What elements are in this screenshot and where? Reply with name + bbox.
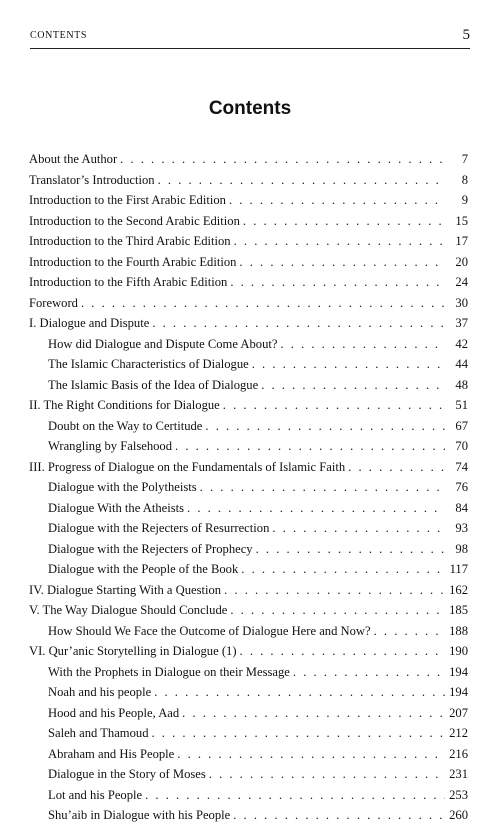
toc-entry-page: 44 bbox=[455, 357, 468, 371]
toc-entry bbox=[29, 498, 468, 519]
toc-entry-page: 216 bbox=[449, 746, 468, 761]
toc-entry-title: Introduction to the Fifth Arabic Edition bbox=[29, 275, 228, 289]
dot-leader bbox=[177, 744, 445, 765]
toc-entry bbox=[29, 764, 468, 785]
toc-entry-title: With the Prophets in Dialogue on their Message bbox=[48, 664, 290, 679]
toc-entry-title: Hood and his People, Aad bbox=[48, 705, 180, 720]
dot-leader bbox=[256, 539, 445, 560]
toc-entry-page: 185 bbox=[449, 603, 468, 617]
toc-entry bbox=[29, 539, 468, 560]
toc-entry-page: 74 bbox=[455, 459, 468, 474]
toc-entry-title: Abraham and His People bbox=[48, 746, 175, 761]
toc-entry-title: The Islamic Basis of the Idea of Dialogue bbox=[48, 377, 259, 392]
toc-entry-page: 48 bbox=[455, 377, 468, 392]
toc-entry-page: 67 bbox=[455, 418, 468, 433]
running-head-title: CONTENTS bbox=[30, 30, 88, 41]
toc-entry-page: 30 bbox=[455, 295, 468, 310]
toc-entry-page: 70 bbox=[455, 439, 468, 453]
toc-entry-title: About the Author bbox=[29, 152, 118, 166]
toc-entry-page: 42 bbox=[455, 336, 468, 351]
toc-entry bbox=[29, 805, 468, 826]
toc-entry bbox=[29, 559, 468, 580]
toc-entry-title: Noah and his people bbox=[48, 685, 152, 699]
dot-leader bbox=[230, 600, 445, 621]
toc-entry-title: Lot and his People bbox=[48, 787, 143, 802]
toc-entry bbox=[29, 375, 468, 396]
toc-entry bbox=[29, 436, 468, 457]
toc-entry-page: 260 bbox=[449, 808, 468, 822]
dot-leader bbox=[158, 170, 445, 191]
dot-leader bbox=[272, 518, 445, 539]
toc-entry-title: How did Dialogue and Dispute Come About? bbox=[48, 336, 278, 351]
toc-entry bbox=[29, 621, 468, 642]
toc-entry-title: Introduction to the Third Arabic Edition bbox=[29, 234, 231, 248]
dot-leader bbox=[233, 805, 445, 826]
dot-leader bbox=[374, 621, 445, 642]
toc-entry bbox=[29, 416, 468, 437]
toc-entry-page: 7 bbox=[461, 152, 468, 166]
toc-entry-page: 194 bbox=[449, 664, 468, 679]
dot-leader bbox=[348, 457, 445, 478]
toc-entry bbox=[29, 580, 468, 601]
toc-entry bbox=[29, 313, 468, 334]
toc-entry-title: Introduction to the Fourth Arabic Edition bbox=[29, 254, 237, 269]
toc-entry-title: Dialogue with the People of the Book bbox=[48, 562, 239, 576]
dot-leader bbox=[240, 641, 445, 662]
dot-leader bbox=[261, 375, 445, 396]
toc-entry bbox=[29, 662, 468, 683]
toc-entry-page: 188 bbox=[449, 623, 468, 638]
dot-leader bbox=[252, 354, 445, 375]
toc-entry-title: Wrangling by Falsehood bbox=[48, 439, 173, 453]
toc-entry-page: 98 bbox=[455, 541, 468, 556]
toc-entry-page: 84 bbox=[455, 500, 468, 515]
toc-entry bbox=[29, 744, 468, 765]
dot-leader bbox=[241, 559, 445, 580]
contents-heading: Contents bbox=[208, 98, 292, 119]
toc-entry-page: 37 bbox=[455, 316, 468, 330]
dot-leader bbox=[152, 313, 445, 334]
dot-leader bbox=[200, 477, 445, 498]
toc-entry bbox=[29, 252, 468, 273]
toc-entry-title: VI. Qur’anic Storytelling in Dialogue (1) bbox=[29, 644, 237, 658]
toc-entry bbox=[29, 334, 468, 355]
toc-entry-page: 17 bbox=[455, 234, 468, 248]
toc-entry bbox=[29, 149, 468, 170]
toc-entry-title: V. The Way Dialogue Should Conclude bbox=[29, 603, 228, 617]
dot-leader bbox=[182, 703, 445, 724]
toc-entry-title: Dialogue with the Polytheists bbox=[48, 480, 197, 494]
dot-leader bbox=[205, 416, 445, 437]
toc-entry-title: Foreword bbox=[29, 295, 78, 310]
toc-entry-page: 190 bbox=[449, 644, 468, 658]
toc-entry-title: Introduction to the First Arabic Edition bbox=[29, 193, 226, 207]
page-number: 5 bbox=[462, 27, 470, 43]
toc-entry bbox=[29, 231, 468, 252]
toc-entry bbox=[29, 723, 468, 744]
toc-entry bbox=[29, 600, 468, 621]
toc-entry-title: Shu’aib in Dialogue with his People bbox=[48, 808, 231, 822]
running-head bbox=[30, 27, 470, 49]
dot-leader bbox=[187, 498, 445, 519]
toc-entry-title: Introduction to the Second Arabic Edition bbox=[29, 213, 240, 228]
toc-entry-page: 93 bbox=[455, 521, 468, 535]
toc-entry-page: 24 bbox=[455, 275, 468, 289]
toc-entry-page: 51 bbox=[455, 398, 468, 412]
dot-leader bbox=[145, 785, 445, 806]
toc-entry-title: II. The Right Conditions for Dialogue bbox=[29, 398, 220, 412]
dot-leader bbox=[293, 662, 445, 683]
dot-leader bbox=[209, 764, 445, 785]
toc-entry bbox=[29, 641, 468, 662]
toc-entry-page: 253 bbox=[449, 787, 468, 802]
toc-entry-title: How Should We Face the Outcome of Dialogue Here and Now? bbox=[48, 623, 371, 638]
toc-entry-title: Dialogue with the Rejecters of Prophecy bbox=[48, 541, 253, 556]
toc-entry-title: III. Progress of Dialogue on the Fundamentals of Islamic Faith bbox=[29, 459, 346, 474]
toc-entry bbox=[29, 477, 468, 498]
toc-entry-page: 117 bbox=[449, 562, 468, 576]
toc-entry bbox=[29, 272, 468, 293]
toc-entry bbox=[29, 211, 468, 232]
dot-leader bbox=[152, 723, 446, 744]
toc-entry bbox=[29, 682, 468, 703]
toc-entry bbox=[29, 190, 468, 211]
dot-leader bbox=[239, 252, 445, 273]
toc-entry-page: 8 bbox=[461, 172, 468, 187]
toc-entry-title: The Islamic Characteristics of Dialogue bbox=[48, 357, 249, 371]
toc-entry bbox=[29, 170, 468, 191]
toc-entry bbox=[29, 785, 468, 806]
dot-leader bbox=[154, 682, 445, 703]
toc-entry-page: 231 bbox=[449, 767, 468, 781]
toc-entry-page: 76 bbox=[455, 480, 468, 494]
toc-entry bbox=[29, 518, 468, 539]
toc-entry-title: I. Dialogue and Dispute bbox=[29, 316, 150, 330]
toc-entry-title: Translator’s Introduction bbox=[29, 172, 155, 187]
toc-entry bbox=[29, 703, 468, 724]
toc-entry-page: 9 bbox=[461, 193, 468, 207]
dot-leader bbox=[120, 149, 445, 170]
dot-leader bbox=[81, 293, 445, 314]
toc-entry-page: 212 bbox=[449, 726, 468, 740]
toc-entry bbox=[29, 354, 468, 375]
toc-entry-page: 162 bbox=[449, 582, 468, 597]
toc-entry-page: 20 bbox=[455, 254, 468, 269]
dot-leader bbox=[280, 334, 445, 355]
toc-entry bbox=[29, 293, 468, 314]
toc-entry bbox=[29, 395, 468, 416]
dot-leader bbox=[230, 272, 445, 293]
table-of-contents bbox=[29, 149, 468, 826]
dot-leader bbox=[224, 580, 445, 601]
toc-entry-title: Saleh and Thamoud bbox=[48, 726, 149, 740]
toc-entry-page: 207 bbox=[449, 705, 468, 720]
toc-entry-title: IV. Dialogue Starting With a Question bbox=[29, 582, 222, 597]
toc-entry-title: Doubt on the Way to Certitude bbox=[48, 418, 203, 433]
toc-entry-page: 194 bbox=[449, 685, 468, 699]
toc-entry-title: Dialogue with the Rejecters of Resurrection bbox=[48, 521, 270, 535]
toc-entry-title: Dialogue in the Story of Moses bbox=[48, 767, 206, 781]
toc-entry-title: Dialogue With the Atheists bbox=[48, 500, 185, 515]
dot-leader bbox=[229, 190, 445, 211]
toc-entry bbox=[29, 457, 468, 478]
toc-entry-page: 15 bbox=[455, 213, 468, 228]
dot-leader bbox=[223, 395, 445, 416]
dot-leader bbox=[234, 231, 445, 252]
dot-leader bbox=[175, 436, 445, 457]
dot-leader bbox=[243, 211, 445, 232]
